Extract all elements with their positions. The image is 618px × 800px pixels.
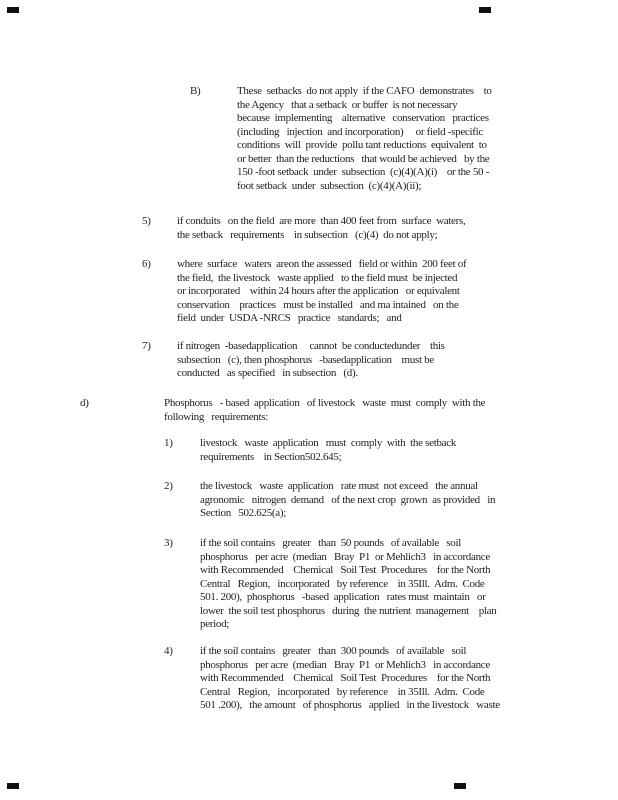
paragraph-block-5	[142, 215, 465, 242]
item-label: 1)	[164, 437, 173, 449]
text-line: if conduits on the field are more than 400 feet from surface waters,	[177, 215, 466, 227]
paragraph-block-3	[164, 537, 496, 632]
paragraph-block-6	[142, 258, 466, 326]
text-line: period;	[200, 618, 230, 630]
registration-mark-top-left	[7, 7, 19, 13]
text-line: the field, the livestock waste applied to the field must be injected	[177, 271, 458, 284]
text-line: requirements in Section502.645;	[200, 450, 342, 463]
registration-mark-top-right	[479, 7, 491, 13]
text-line: (including injection and incorporation) or field -specific	[237, 125, 483, 138]
paragraph-lines	[200, 645, 500, 713]
paragraph-block-7	[142, 340, 445, 381]
text-line: the setback requirements in subsection (c)(4) do not apply;	[177, 228, 438, 241]
text-line: if the soil contains greater than 300 pounds of available soil	[200, 645, 467, 657]
paragraph-block-d	[80, 397, 485, 424]
paragraph-lines	[200, 437, 456, 464]
text-line: with Recommended Chemical Soil Test Procedures for the North	[200, 564, 491, 576]
registration-mark-bottom-left	[7, 783, 19, 789]
item-label: 3)	[164, 537, 173, 549]
text-line: because implementing alternative conservation practices	[237, 112, 489, 124]
text-line: Phosphorus - based application of livestock waste must comply with the	[164, 397, 486, 409]
text-line: with Recommended Chemical Soil Test Procedures for the North	[200, 672, 491, 684]
text-line: conservation practices must be installed and ma intained on the	[177, 298, 459, 311]
text-line: phosphorus per acre (median Bray P1 or Mehlich3 in accordance	[200, 658, 490, 671]
paragraph-lines	[177, 215, 465, 242]
text-line: agronomic nitrogen demand of the next crop grown as provided in	[200, 493, 496, 506]
text-line: Section 502.625(a);	[200, 507, 286, 519]
text-line: or better than the reductions that would be achieved by the	[237, 152, 490, 165]
text-line: phosphorus per acre (median Bray P1 or Mehlich3 in accordance	[200, 550, 490, 563]
text-line: 150 -foot setback under subsection (c)(4)(A)(i) or the 50 -	[237, 166, 490, 178]
text-line: Central Region, incorporated by reference in 35Ill. Adm. Code	[200, 577, 485, 590]
paragraph-block-1	[164, 437, 456, 464]
paragraph-lines	[237, 85, 492, 193]
paragraph-lines	[177, 258, 466, 326]
text-line: 501 .200), the amount of phosphorus applied in the livestock waste	[200, 699, 500, 711]
paragraph-lines	[200, 480, 495, 521]
item-label: 5)	[142, 215, 151, 227]
text-line: if nitrogen -basedapplication cannot be conductedunder this	[177, 340, 445, 352]
text-line: lower the soil test phosphorus during the nutrient management plan	[200, 604, 497, 617]
text-line: livestock waste application must comply with the setback	[200, 437, 457, 449]
item-label: 6)	[142, 258, 151, 270]
paragraph-block-2	[164, 480, 495, 521]
paragraph-block-B	[190, 85, 492, 193]
text-line: 501. 200), phosphorus -based application rates must maintain or	[200, 591, 486, 603]
text-line: the livestock waste application rate must not exceed the annual	[200, 480, 478, 492]
text-line: following requirements:	[164, 410, 269, 423]
item-label: 2)	[164, 480, 173, 492]
text-line: subsection (c), then phosphorus -basedapplication must be	[177, 353, 434, 366]
paragraph-lines	[164, 397, 485, 424]
paragraph-lines	[200, 537, 496, 632]
text-line: Central Region, incorporated by reference in 35Ill. Adm. Code	[200, 685, 485, 698]
text-line: conditions will provide pollu tant reductions equivalent to	[237, 139, 487, 151]
text-line: These setbacks do not apply if the CAFO demonstrates to	[237, 85, 492, 97]
text-line: or incorporated within 24 hours after the application or equivalent	[177, 285, 460, 297]
text-line: field under USDA -NRCS practice standards; and	[177, 312, 402, 324]
registration-mark-bottom-right	[454, 783, 466, 789]
item-label: B)	[190, 85, 201, 97]
item-label: 4)	[164, 645, 173, 657]
paragraph-block-4	[164, 645, 500, 713]
item-label: d)	[80, 397, 89, 409]
item-label: 7)	[142, 340, 151, 352]
paragraph-lines	[177, 340, 445, 381]
text-line: if the soil contains greater than 50 pounds of available soil	[200, 537, 461, 549]
text-line: where surface waters areon the assessed field or within 200 feet of	[177, 258, 467, 270]
text-line: foot setback under subsection (c)(4)(A)(ii);	[237, 179, 422, 192]
text-line: the Agency that a setback or buffer is not necessary	[237, 98, 458, 111]
text-line: conducted as specified in subsection (d).	[177, 367, 358, 379]
